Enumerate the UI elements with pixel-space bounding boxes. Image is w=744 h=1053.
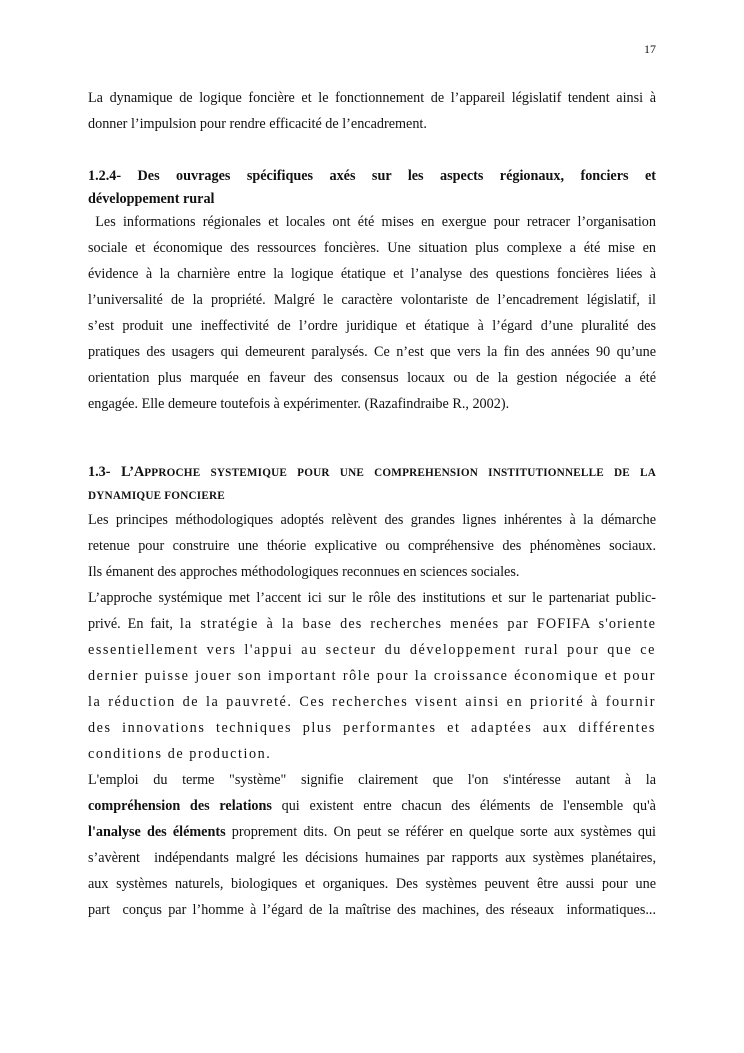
text-line: donner l’impulsion pour rendre efficacité de l’encadrement.	[88, 116, 427, 132]
section-heading-line	[88, 459, 656, 485]
text-line	[88, 611, 656, 637]
text-line: Les informations régionales et locales ont été mises en exergue pour retracer l’organisation	[88, 214, 656, 230]
text-line: s’avèrent indépendants malgré les décisions humaines par rapports aux systèmes planétaires,	[88, 850, 656, 866]
text-fragment: la stratégie à la base des recherches menées par FOFIFA s'oriente	[179, 616, 656, 632]
section-1-2-4	[88, 163, 656, 417]
section-heading-line: développement rural	[88, 191, 215, 207]
text-line: des innovations techniques plus performantes et adaptées aux différentes	[88, 720, 656, 736]
section-heading-line: DYNAMIQUE FONCIERE	[88, 490, 225, 502]
text-line: aux systèmes naturels, biologiques et organiques. Des systèmes peuvent être aussi pour une	[88, 876, 656, 892]
bold-phrase: l'analyse des éléments	[88, 824, 226, 840]
text-line: pratiques des usagers qui demeurent paralysés. Ce n’est que vers la fin des années 90 qu’une	[88, 344, 656, 360]
bold-phrase: compréhension des relations	[88, 798, 272, 814]
text-line: essentiellement vers l'appui au secteur du développement rural pour que ce	[88, 642, 656, 658]
text-fragment: privé. En fait,	[88, 616, 180, 632]
heading-smallcaps: PPROCHE SYSTEMIQUE POUR UNE COMPREHENSION INSTITUTIONNELLE DE LA	[144, 467, 656, 479]
text-fragment: proprement dits. On peut se référer en quelque sorte aux systèmes qui	[225, 824, 656, 840]
text-line: part conçus par l’homme à l’égard de la maîtrise des machines, des réseaux informatiques...	[88, 902, 656, 918]
text-line: L'emploi du terme "système" signifie clairement que l'on s'intéresse autant à la	[88, 772, 656, 788]
text-line: conditions de production.	[88, 746, 272, 762]
text-line: orientation plus marquée en faveur des consensus locaux ou de la gestion négociée a été	[88, 370, 656, 386]
heading-number: 1.3- L’	[88, 464, 135, 480]
intro-paragraph	[88, 85, 656, 137]
text-line	[88, 793, 656, 819]
text-line	[88, 819, 656, 845]
text-line: retenue pour construire une théorie explicative ou compréhensive des phénomènes sociaux.	[88, 538, 656, 554]
text-line: dernier puisse jouer son important rôle pour la croissance économique et pour	[88, 668, 656, 684]
text-line: Les principes méthodologiques adoptés relèvent des grandes lignes inhérentes à la démarche	[88, 512, 656, 528]
text-line: engagée. Elle demeure toutefois à expérimenter. (Razafindraibe R., 2002).	[88, 396, 510, 412]
text-line: sociale et économique des ressources foncières. Une situation plus complexe a été mise en	[88, 240, 656, 256]
text-line: l’universalité de la propriété. Malgré le caractère volontariste de l’encadrement législatif, il	[88, 292, 656, 308]
text-line: la réduction de la pauvreté. Ces recherches visent ainsi en priorité à fournir	[88, 694, 656, 710]
section-1-3	[88, 459, 656, 923]
text-fragment: qui existent entre chacun des éléments de l'ensemble qu'à	[271, 798, 656, 814]
text-line: L’approche systémique met l’accent ici sur le rôle des institutions et sur le partenariat public-	[88, 590, 656, 606]
page-number: 17	[644, 42, 656, 56]
text-line: s’est produit une ineffectivité de l’ordre juridique et étatique à l’égard d’une pluralité des	[88, 318, 656, 334]
heading-capital: A	[134, 464, 145, 480]
text-line: évidence à la charnière entre la logique étatique et l’analyse des questions foncières liées à	[88, 266, 656, 282]
text-line: La dynamique de logique foncière et le fonctionnement de l’appareil législatif tendent ainsi à	[88, 90, 656, 106]
section-heading-line: 1.2.4- Des ouvrages spécifiques axés sur les aspects régionaux, fonciers et	[88, 168, 656, 184]
text-line: Ils émanent des approches méthodologiques reconnues en sciences sociales.	[88, 564, 520, 580]
